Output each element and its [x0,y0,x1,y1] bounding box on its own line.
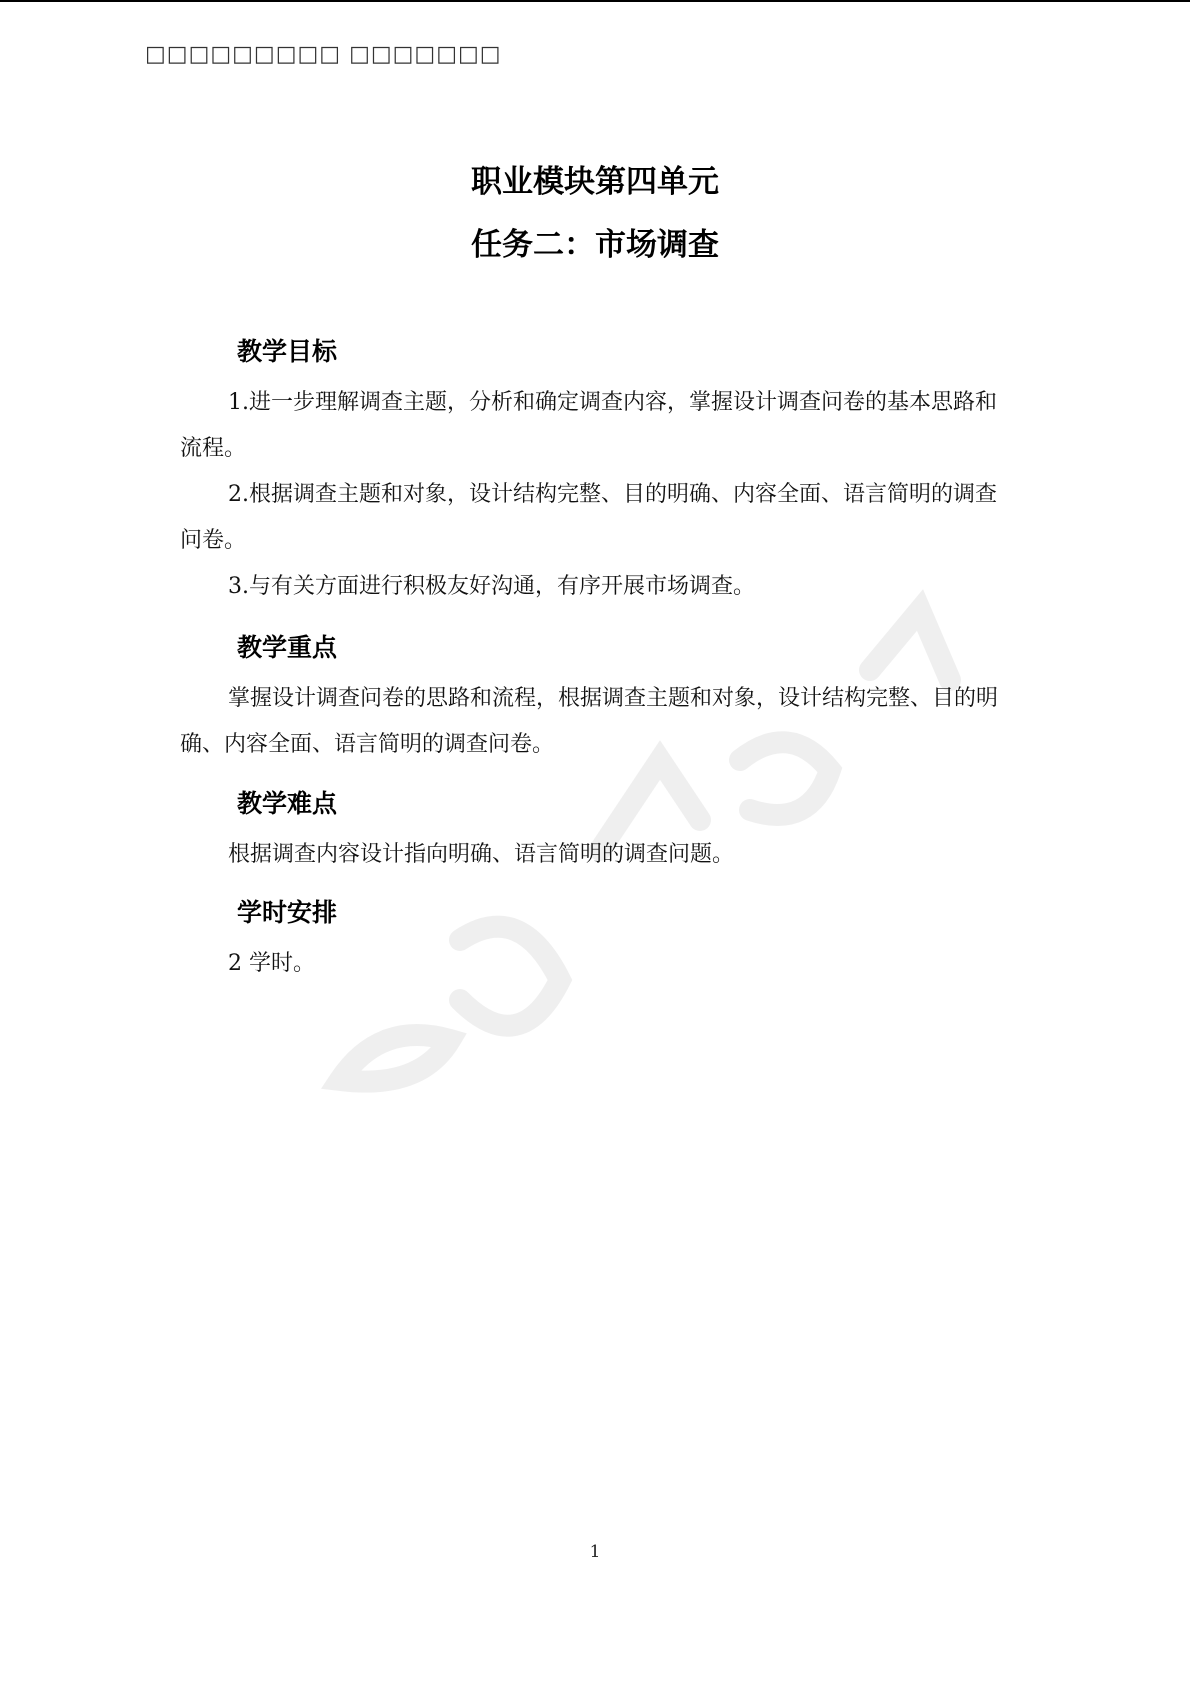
objective-paragraph-2: 2.根据调查主题和对象，设计结构完整、目的明确、内容全面、语言简明的调查问卷。 [180,482,997,553]
section-heading-key-points: 教学重点 [237,633,338,662]
section-heading-schedule: 学时安排 [237,898,338,927]
page-header: □□□□□□□□□ □□□□□□□ [145,42,502,67]
difficulties-paragraph: 根据调查内容设计指向明确、语言简明的调查问题。 [228,842,735,867]
document-title: 职业模块第四单元 [471,164,719,200]
section-heading-objectives: 教学目标 [237,337,338,366]
schedule-paragraph: 2 学时。 [228,951,315,976]
page-number: 1 [589,1542,601,1562]
objective-paragraph-3: 3.与有关方面进行积极友好沟通，有序开展市场调查。 [228,574,755,599]
key-points-paragraph: 掌握设计调查问卷的思路和流程，根据调查主题和对象，设计结构完整、目的明确、内容全面、语言简明的调查问卷。 [180,686,999,757]
objective-paragraph-1: 1.进一步理解调查主题，分析和确定调查内容，掌握设计调查问卷的基本思路和流程。 [180,390,997,461]
top-border-line [0,0,1190,2]
document-subtitle: 任务二：市场调查 [471,227,719,263]
section-heading-difficulties: 教学难点 [237,789,338,818]
